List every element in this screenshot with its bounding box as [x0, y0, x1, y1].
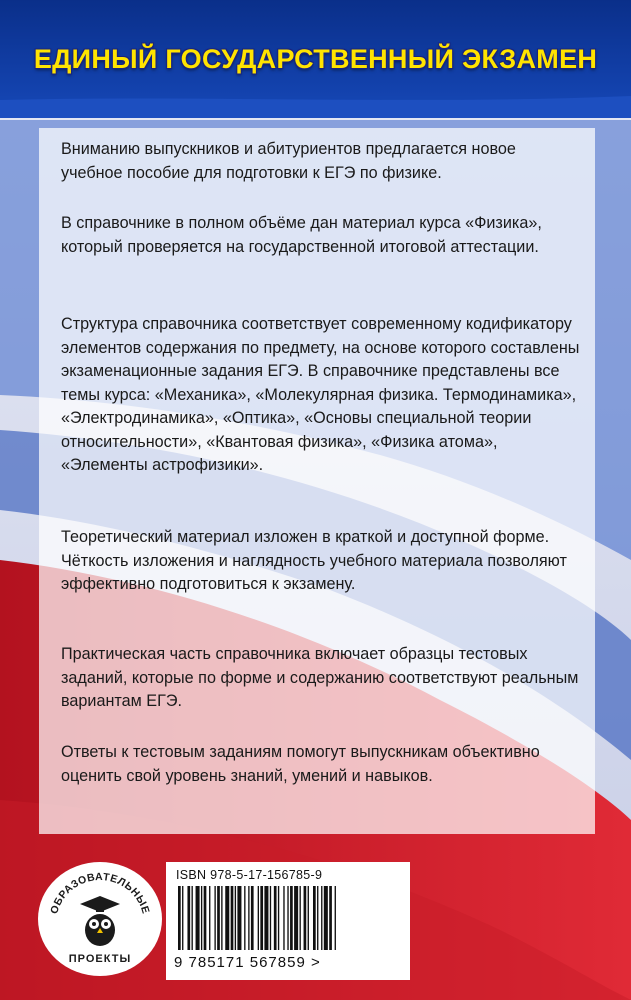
barcode-bar [260, 886, 263, 950]
barcode-bar [300, 886, 301, 950]
barcode-bar [235, 886, 236, 950]
barcode-bar [317, 886, 318, 950]
barcode-bar [304, 886, 307, 950]
barcode-bar [187, 886, 190, 950]
barcode-bar [313, 886, 316, 950]
barcode-bar [221, 886, 222, 950]
barcode-bar [248, 886, 249, 950]
barcode-bar [264, 886, 268, 950]
publisher-logo-graphic [38, 862, 162, 976]
paragraph-6: Ответы к тестовым заданиям помогут выпускникам объективно оценить свой уровень знаний, умений и навыков. [61, 743, 540, 785]
barcode-bar [214, 886, 215, 950]
barcode-bar [258, 886, 259, 950]
barcode-bar [270, 886, 271, 950]
paragraph-3: Структура справочника соответствует современному кодификатору элементов содержания по предмету, на основе которого составлены экзаменационные задания ЕГЭ. В справочнике представлены все темы курса: «Механика», «Молекулярная физика. Термодинамика», «Электродинамика», «Оптика», «Основы специальной теории относительности», «Квантовая физика», «Физика атома», «Элементы астрофизики». [61, 315, 580, 474]
barcode-bar [287, 886, 288, 950]
publisher-logo [38, 862, 162, 976]
barcode-panel [166, 862, 410, 980]
paragraph-1: Вниманию выпускников и абитуриентов предлагается новое учебное пособие для подготовки к ЕГЭ по физике. [61, 140, 516, 182]
barcode-bar [324, 886, 328, 950]
barcode-bar [294, 886, 298, 950]
owl-with-graduation-cap-icon [80, 896, 120, 946]
barcode-bar [196, 886, 200, 950]
barcode-bar [290, 886, 293, 950]
barcode-bar [274, 886, 277, 950]
barcode-bar [201, 886, 202, 950]
isbn-number: ISBN 978-5-17-156785-9 [176, 868, 323, 882]
header-band [0, 0, 631, 118]
barcode-bar [192, 886, 193, 950]
logo-bottom-text: ПРОЕКТЫ [68, 953, 132, 965]
barcode-bar [329, 886, 332, 950]
barcode-bar [308, 886, 309, 950]
barcode-bar [204, 886, 207, 950]
barcode-bar [209, 886, 210, 950]
barcode-bar [278, 886, 279, 950]
barcode-digits: 9 785171 567859 > [174, 954, 321, 971]
paragraph-4: Теоретический материал изложен в краткой и доступной форме. Чёткость изложения и наглядность учебного материала позволяют эффективно подготовиться к экзамену. [61, 528, 567, 593]
paragraph-5: Практическая часть справочника включает образцы тестовых заданий, которые по форме и содержанию соответствуют реальным вариантам ЕГЭ. [61, 645, 579, 710]
paragraph-2: В справочнике в полном объёме дан материал курса «Физика», который проверяется на государственной итоговой аттестации. [61, 214, 542, 256]
barcode-bar [244, 886, 245, 950]
barcode-bar [217, 886, 220, 950]
barcode-bar [251, 886, 254, 950]
barcode-bar [225, 886, 229, 950]
barcode-icon [174, 886, 402, 952]
barcode-bar [321, 886, 322, 950]
page-title: ЕДИНЫЙ ГОСУДАРСТВЕННЫЙ ЭКЗАМЕН [33, 44, 598, 74]
barcode-bar [335, 886, 336, 950]
barcode-bar [178, 886, 181, 950]
barcode-bar [231, 886, 234, 950]
barcode-bar [182, 886, 183, 950]
barcode-bar [283, 886, 284, 950]
barcode-bar [237, 886, 241, 950]
logo-arc-text: ОБРАЗОВАТЕЛЬНЫЕ [48, 870, 152, 916]
